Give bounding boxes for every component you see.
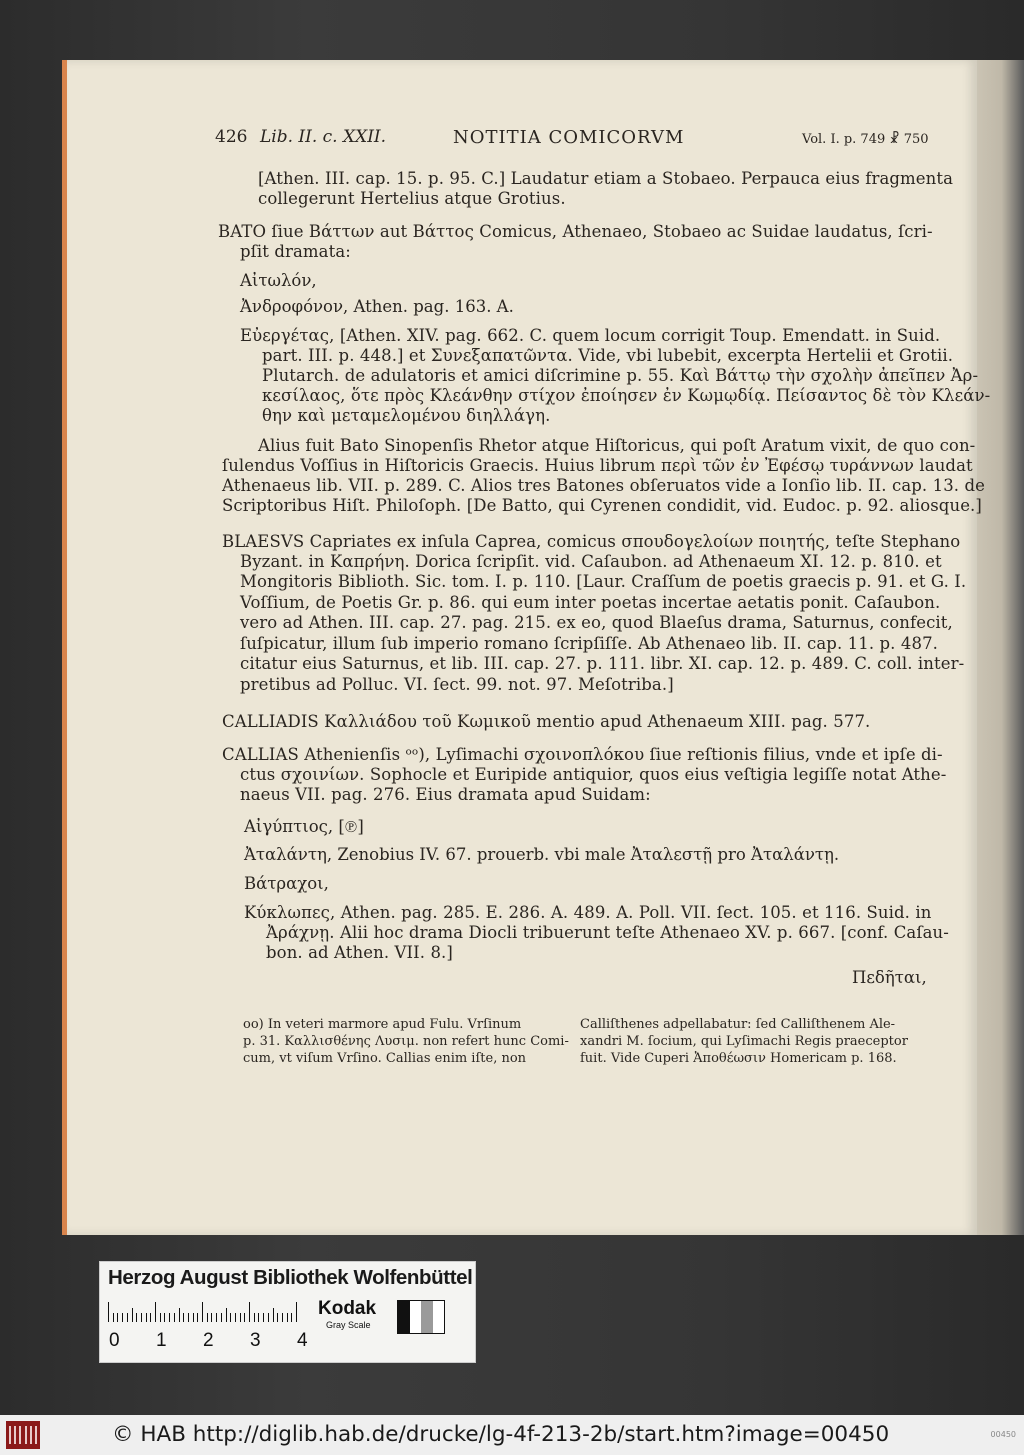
ruler-tick	[188, 1313, 189, 1322]
ruler-scale	[108, 1302, 313, 1322]
ruler-tick	[211, 1313, 212, 1322]
footnote-line: xandri M. ſocium, qui Lyſimachi Regis praeceptor	[580, 1034, 908, 1049]
ruler-tick	[183, 1313, 184, 1322]
ruler-tick	[273, 1308, 274, 1322]
ruler-tick	[150, 1313, 151, 1322]
text-line: Voſſium, de Poetis Gr. p. 86. qui eum inter poetas incertae aetatis ponit. Caſaubon.	[240, 593, 941, 612]
text-line: Byzant. in Καπρήνη. Dorica ſcripſit. vid. Caſaubon. ad Athenaeum XI. 12. p. 810. et	[240, 552, 942, 571]
gray-patch	[421, 1301, 433, 1333]
ruler-tick	[230, 1313, 231, 1322]
text-line: θην καὶ μεταμελομένου διηλλάγη.	[262, 406, 551, 425]
ruler-tick	[268, 1313, 269, 1322]
footnote-line: p. 31. Καλλισθένης Λυσιμ. non refert hunc Comi-	[243, 1034, 569, 1049]
text-line: Κύκλωπες, Athen. pag. 285. E. 286. A. 489. A. Poll. VII. ſect. 105. et 116. Suid. in	[244, 903, 932, 922]
text-line: ſuſpicatur, illum ſub imperio romano ſcripſiſſe. Ab Athenaeo lib. II. cap. 11. p. 487.	[240, 634, 939, 653]
entry-blaesus: BLAESVS Capriates ex inſula Caprea, comicus σπουδογελοίων ποιητής, teſte Stephano	[222, 532, 961, 551]
text-line: pretibus ad Polluc. VI. ſect. 99. not. 97. Meſotriba.]	[240, 675, 674, 694]
footnote-line: fuit. Vide Cuperi Ἀποθέωσιν Homericam p. 168.	[580, 1051, 897, 1066]
ruler-tick	[277, 1313, 278, 1322]
color-scale-card	[100, 1262, 475, 1362]
ruler-tick	[282, 1313, 283, 1322]
text-line: collegerunt Hertelius atque Grotius.	[258, 189, 566, 208]
image-code: 00450	[990, 1430, 1016, 1439]
text-line: Ἀράχνῃ. Alii hoc drama Diocli tribuerunt teſte Athenaeo XV. p. 667. [conf. Caſau-	[266, 923, 949, 942]
gray-patch	[433, 1301, 445, 1333]
entry-callias: CALLIAS Athenienſis ᵒᵒ), Lyſimachi σχοινοπλόκου ſiue reſtionis filius, vnde et ipſe di-	[222, 745, 943, 764]
catchword: Πεδῆται,	[852, 968, 927, 987]
ruler-tick	[108, 1302, 109, 1322]
ruler-tick	[240, 1313, 241, 1322]
ruler-tick	[169, 1313, 170, 1322]
text-line: Athenaeus lib. VII. p. 289. C. Alios tres Batones obſeruatos vide a Ionſio lib. II. cap. 13. de	[222, 476, 986, 495]
text-line: [Athen. III. cap. 15. p. 95. C.] Laudatur etiam a Stobaeo. Perpauca eius fragmenta	[258, 169, 954, 188]
ruler-tick	[202, 1302, 203, 1322]
ruler-number: 1	[156, 1330, 167, 1351]
text-line: part. III. p. 448.] et Συνεξαπατῶντα. Vide, vbi lubebit, excerpta Hertelii et Grotii.	[262, 346, 954, 365]
ruler-tick	[249, 1302, 250, 1322]
ruler-tick	[263, 1313, 264, 1322]
ruler-tick	[174, 1313, 175, 1322]
ruler-number: 0	[109, 1330, 120, 1351]
ruler-number: 3	[250, 1330, 261, 1351]
library-name: Herzog August Bibliothek Wolfenbüttel	[108, 1266, 473, 1289]
ruler-tick	[197, 1313, 198, 1322]
text-line: Mongitoris Biblioth. Sic. tom. I. p. 110. [Laur. Craſſum de poetis graecis p. 91. et G. I.	[240, 572, 967, 591]
ruler-tick	[254, 1313, 255, 1322]
footnote-line: Calliſthenes adpellabatur: ſed Calliſthenem Ale-	[580, 1017, 896, 1032]
kodak-logo: Kodak	[318, 1298, 377, 1319]
ruler-number: 2	[203, 1330, 214, 1351]
text-line: Alius fuit Bato Sinopenſis Rhetor atque Hiſtoricus, qui poſt Aratum vixit, de quo con-	[258, 436, 976, 455]
footnote-line: oo) In veteri marmore apud Fulu. Vrſinum	[243, 1017, 522, 1032]
ruler-tick	[146, 1313, 147, 1322]
text-line: naeus VII. pag. 276. Eius dramata apud Suidam:	[240, 785, 651, 804]
ruler-tick	[258, 1313, 259, 1322]
ruler-tick	[287, 1313, 288, 1322]
section-ref: Lib. II. c. XXII.	[260, 127, 387, 147]
text-line: κεσίλαος, ὅτε πρὸς Κλεάνθην στίχον ἐποίησεν ἐν Κωμῳδίᾳ. Πείσαντος δὲ τὸν Κλεάν-	[262, 386, 991, 405]
text-line: bon. ad Athen. VII. 8.]	[266, 943, 453, 962]
text-line: Plutarch. de adulatoris et amici diſcrimine p. 55. Καὶ Βάττῳ τὴν σχολὴν ἀπεῖπεν Ἀρ-	[262, 366, 979, 385]
drama-title: Αἰτωλόν,	[240, 271, 317, 290]
ruler-tick	[244, 1313, 245, 1322]
ruler-tick	[155, 1302, 156, 1322]
entry-calliadis: CALLIADIS Καλλιάδου τοῦ Κωμικοῦ mentio apud Athenaeum XIII. pag. 577.	[222, 712, 871, 731]
text-line: Εὐεργέτας, [Athen. XIV. pag. 662. C. quem locum corrigit Toup. Emendatt. in Suid.	[240, 326, 941, 345]
text-line: ſulendus Voſſius in Hiſtoricis Graecis. Huius librum περὶ τῶν ἐν Ἐφέσῳ τυράννων laudat	[222, 456, 973, 475]
ruler-tick	[127, 1313, 128, 1322]
ruler-tick	[141, 1313, 142, 1322]
ruler-tick	[164, 1313, 165, 1322]
drama-title: Βάτραχοι,	[244, 874, 329, 893]
ruler-tick	[216, 1313, 217, 1322]
ruler-tick	[136, 1313, 137, 1322]
ruler-tick	[207, 1313, 208, 1322]
ruler-tick	[132, 1308, 133, 1322]
ruler-tick	[291, 1313, 292, 1322]
ruler-tick	[221, 1313, 222, 1322]
volume-ref: Vol. I. p. 749 ☧ 750	[802, 132, 929, 147]
drama-title: Αἰγύπτιος, [℗]	[244, 817, 364, 836]
ruler-tick	[296, 1302, 297, 1322]
hab-logo-icon	[6, 1421, 40, 1449]
drama-title: Ἀνδροφόνον, Athen. pag. 163. A.	[240, 297, 514, 316]
ruler-tick	[235, 1313, 236, 1322]
gray-patch	[410, 1301, 422, 1333]
page-number: 426	[215, 127, 248, 147]
text-line: pſit dramata:	[240, 242, 351, 261]
ruler-tick	[193, 1313, 194, 1322]
drama-title: Ἀταλάντη, Zenobius IV. 67. prouerb. vbi male Ἀταλεστῇ pro Ἀταλάντῃ.	[244, 845, 840, 864]
text-line: citatur eius Saturnus, et lib. III. cap. 27. p. 111. libr. XI. cap. 12. p. 489. C. coll. inter-	[240, 654, 965, 673]
ruler-tick	[117, 1313, 118, 1322]
gray-patches	[397, 1300, 445, 1334]
copyright-url[interactable]: © HAB http://diglib.hab.de/drucke/lg-4f-213-2b/start.htm?image=00450	[112, 1422, 890, 1447]
ruler-number: 4	[297, 1330, 308, 1351]
ruler-tick	[179, 1308, 180, 1322]
entry-bato: BATO ſiue Βάττων aut Βάττος Comicus, Athenaeo, Stobaeo ac Suidae laudatus, ſcri-	[218, 222, 933, 241]
text-line: ctus σχοινίων. Sophocle et Euripide antiquior, quos eius veſtigia legiſſe notat Athe-	[240, 765, 947, 784]
ruler-tick	[122, 1313, 123, 1322]
gray-patch	[398, 1301, 410, 1333]
footnote-line: cum, vt viſum Vrſino. Callias enim iſte, non	[243, 1051, 527, 1066]
gray-scale-label: Gray Scale	[326, 1320, 371, 1330]
ruler-tick	[160, 1313, 161, 1322]
text-line: Scriptoribus Hiſt. Philoſoph. [De Batto, qui Cyrenen condidit, vid. Eudoc. p. 92. aliosque.]	[222, 496, 982, 515]
text-line: vero ad Athen. III. cap. 27. pag. 215. ex eo, quod Blaeſus drama, Saturnus, confecit,	[240, 613, 953, 632]
running-title: NOTITIA COMICORVM	[453, 127, 685, 148]
footer-bar	[0, 1415, 1024, 1455]
ruler-tick	[226, 1308, 227, 1322]
ruler-tick	[113, 1313, 114, 1322]
